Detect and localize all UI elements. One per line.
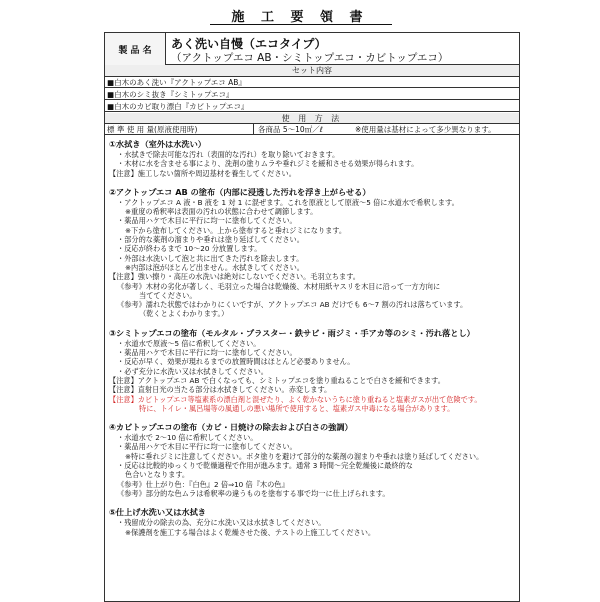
standard-usage-note: ※使用量は基材によって多少異なります。: [355, 125, 496, 134]
spec-table: [104, 32, 520, 602]
set-item: ■白木のカビ取り漂白『カビトップエコ』: [105, 101, 519, 112]
set-item: ■白木のあく洗い『アクトップエコ AB』: [105, 77, 519, 88]
set-item: ■白木のシミ抜き『シミトップエコ』: [105, 89, 519, 100]
section-heading: ④カビトップエコの塗布（カビ・日焼けの除去および白さの強調）: [109, 422, 353, 433]
section-heading: ①水拭き（室外は水洗い）: [109, 139, 206, 149]
section-line: ※内部は泡がほとんど出ません。水拭きしてください。: [125, 262, 304, 272]
section-line: ・反応は比較的ゆっくりで乾燥過程で作用が進みます。通常 3 時間～完全乾燥後に最終的な: [117, 461, 413, 471]
section-heading: ③シミトップエコの塗布（モルタル・プラスター・鉄サビ・雨ジミ・手アカ等のシミ・汚れ落とし）: [109, 327, 475, 338]
section-line: ・アクトップエコ A 液・B 液を 1 対 1 に混ぜます。これを原液として原液～5 倍に水道水で希釈します。: [117, 197, 459, 207]
section-line: 【注意】アクトップエコ AB で白くなっても、シミトップエコを塗り重ねることで白さを緩和できます。: [109, 375, 445, 385]
standard-usage-label: 標 準 使 用 量(原液使用時): [107, 125, 198, 134]
section-line: ※特に垂れジミに注意してください。ボタ塗りを避けて部分的な薬剤の溜まりや垂れは塗り延ばしてください。: [125, 451, 484, 461]
section-heading: ⑤仕上げ水洗い又は水拭き: [109, 507, 206, 518]
section-gap: [109, 319, 517, 326]
usage-title: 使 用 方 法: [105, 113, 519, 124]
section-line: ・水道水で 2～10 倍に希釈してください。: [117, 433, 258, 443]
section-line: ・水拭きで除去可能な汚れ（表面的な汚れ）を取り除いておきます。: [117, 150, 340, 159]
title-underline: [210, 24, 392, 25]
section-line: ・外部は水洗いして泡と共に出てきた汚れを除去します。: [117, 253, 304, 263]
section-line: 【注意】カビトップエコ等塩素系の漂白剤と混ぜたり、よく乾かないうちに塗り重ねると塩素ガスが出て危険です。: [109, 394, 482, 404]
section-line: 特に、トイレ・風呂場等の風通しの悪い場所で使用すると、塩素ガス中毒になる場合があります。: [139, 403, 455, 413]
section-line: ・薬品用ハケで木目に平行に均一に塗布してください。: [117, 348, 297, 358]
section-line: 《参考》濡れた状態ではわかりにくいですが、アクトップエコ AB だけでも 6～7 割の汚れは落ちています。: [117, 300, 468, 310]
section-line: 【注意】直射日光の当たる部分は水拭きしてください。赤変します。: [109, 385, 332, 395]
section-line: 《参考》部分的な色ムラは希釈率の違うものを塗布する事で均一に仕上げられます。: [117, 488, 390, 498]
product-label: 製 品 名: [105, 33, 166, 65]
column-divider: [253, 124, 254, 135]
section-line: ・反応が終わるまで 10～20 分放置します。: [117, 244, 262, 254]
section-line: ・薬品用ハケで木目に平行に均一に塗布してください。: [117, 216, 297, 226]
section-heading: ②アクトップエコ AB の塗布（内部に浸透した汚れを浮き上がらせる）: [109, 186, 371, 197]
section-line: ※重度の希釈率は表面の汚れの状態に合わせて調節します。: [125, 207, 318, 217]
section-line: 【注意】施工しない箇所や周辺基材を養生してください。: [109, 168, 296, 178]
product-name-sub: （アクトップエコ AB・シミトップエコ・カビトップエコ）: [171, 52, 449, 64]
section-line: 【注意】強い擦り・高圧の水洗いは絶対にしないでください。毛羽立ちます。: [109, 272, 360, 282]
section-line: ・部分的な薬剤の溜まりや垂れは塗り延ばしてください。: [117, 235, 304, 245]
section-line: （乾くとよくわかります。）: [139, 309, 229, 319]
section-line: ・残留成分の除去の為、充分に水洗い又は水拭きしてください。: [117, 518, 326, 528]
section-line: ・反応が早く、効果が現れるまでの放置時間はほとんど必要ありません。: [117, 357, 355, 367]
section-line: 《参考》木材の劣化が著しく、毛羽立った場合は乾燥後、木材用紙ヤスリを木目に沿って一方方向に: [117, 281, 441, 291]
product-name-main: あく洗い自慢（エコタイプ）: [171, 37, 327, 51]
section-line: ・必ず充分に水洗い又は水拭きしてください。: [117, 366, 268, 376]
standard-usage-row: [105, 124, 519, 135]
procedure-body: [109, 137, 517, 537]
section-line: ・木材に水を含ませる事により、洗剤の塗りムラや垂れジミを緩和させる効果が得られます。: [117, 159, 419, 169]
standard-usage-value: 各商品 5～10㎡／ℓ: [258, 125, 323, 134]
section-line: 当ててください。: [139, 290, 197, 300]
section-line: 色合いとなります。: [125, 470, 190, 480]
product-row: [105, 33, 519, 65]
section-line: ※保護剤を施工する場合はよく乾燥させた後、テストの上施工してください。: [125, 527, 376, 537]
section-gap: [109, 498, 517, 505]
section-line: ※下から塗布してください。上から塗布すると垂れジミになります。: [125, 225, 347, 235]
section-gap: [109, 413, 517, 420]
set-contents-title: セット内容: [105, 65, 519, 77]
document-title: 施 工 要 領 書: [231, 10, 369, 25]
section-line: ・薬品用ハケで木目に平行に均一に塗布してください。: [117, 442, 297, 452]
section-gap: [109, 178, 517, 185]
section-line: ・水道水で原液～5 倍に希釈してください。: [117, 338, 261, 348]
section-line: 《参考》仕上がり色：『白色』2 倍⇒10 倍『木の色』: [117, 479, 289, 489]
